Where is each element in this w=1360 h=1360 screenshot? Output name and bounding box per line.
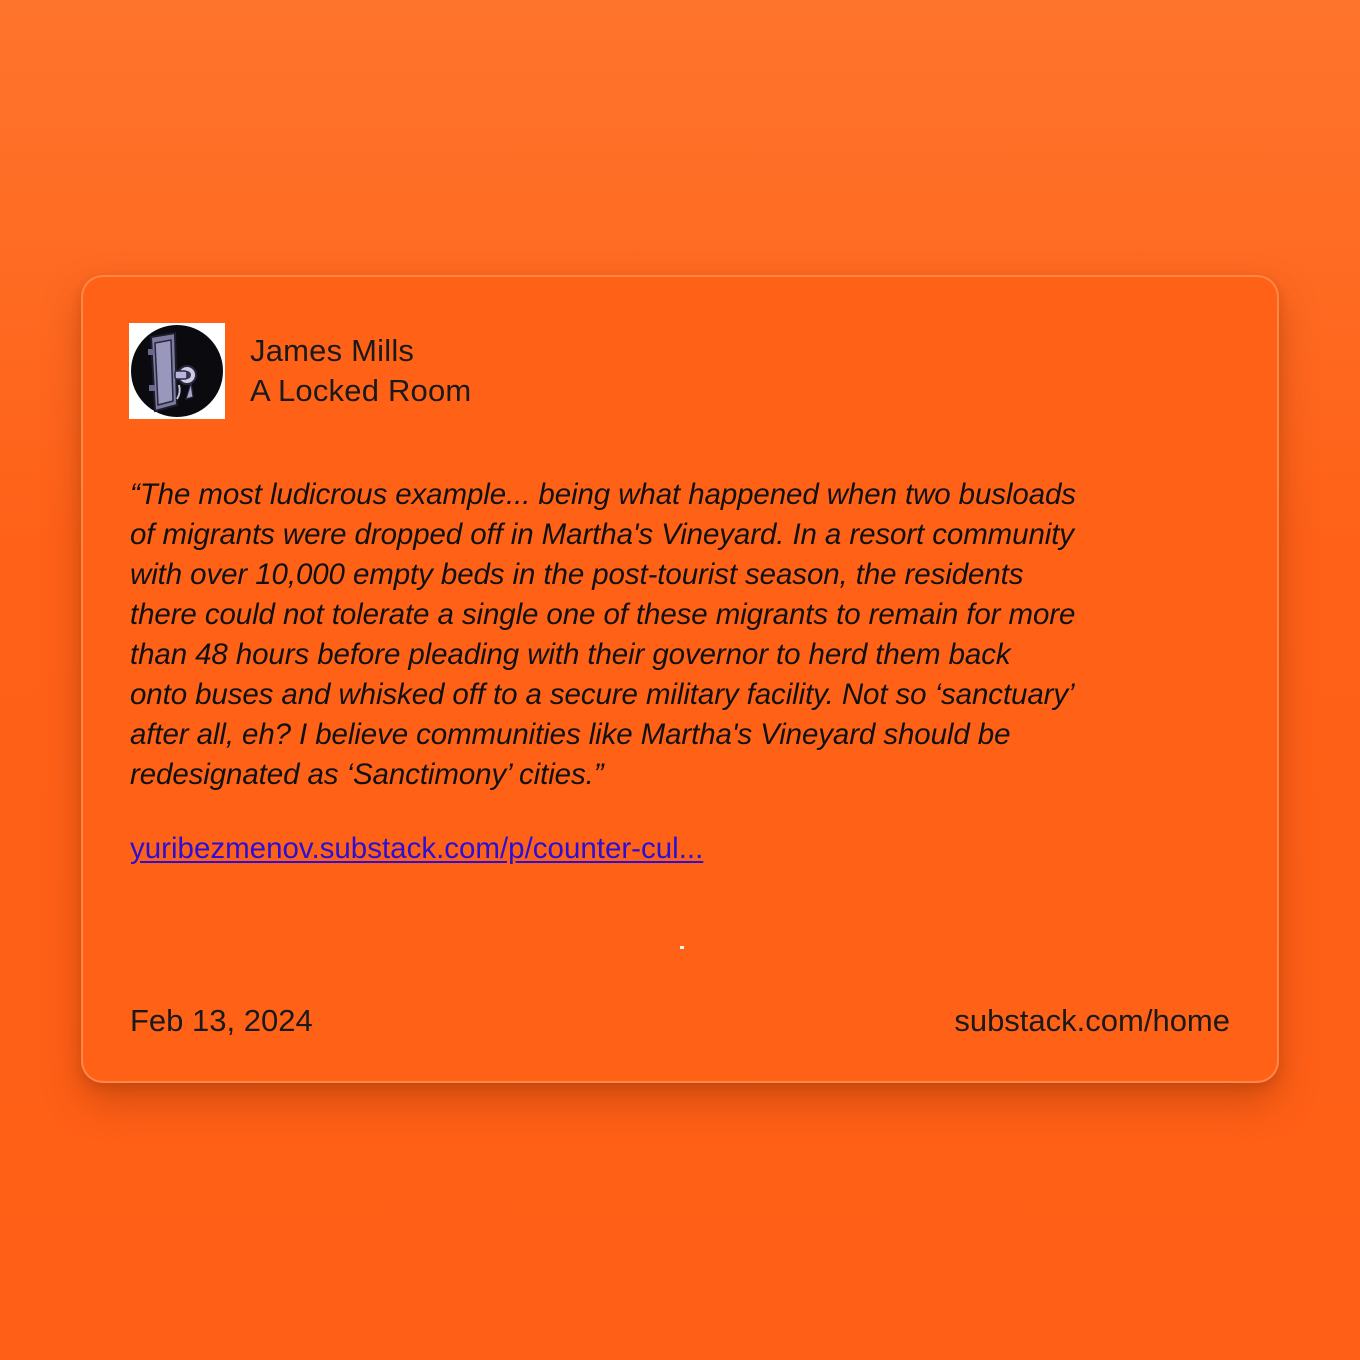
note-card [81,275,1279,1083]
post-link[interactable]: yuribezmenov.substack.com/p/counter-cul... [130,832,704,865]
post-date: Feb 13, 2024 [130,1003,313,1038]
site-url[interactable]: substack.com/home [954,1003,1230,1038]
quote-text: “The most ludicrous example... being what happened when two busloads of migrants were dropped off in Martha's Vineyard. In a resort community with over 10,000 empty beds in the post-tourist season, the residents there could not tolerate a single one of these migrants to remain for more than 48 hours before pleading with their governor to herd them back onto buses and whisked off to a secure military facility. Not so ‘sanctuary’ after all, eh? I believe communities like Martha's Vineyard should be redesignated as ‘Sanctimony’ cities.” [130,478,1076,791]
author-name[interactable]: James Mills [250,333,415,368]
pager-dot [680,946,684,949]
avatar[interactable] [129,323,225,419]
publication-name[interactable]: A Locked Room [250,373,472,408]
author-block [250,331,471,411]
card-header [129,323,471,419]
locked-door-icon [131,325,223,417]
